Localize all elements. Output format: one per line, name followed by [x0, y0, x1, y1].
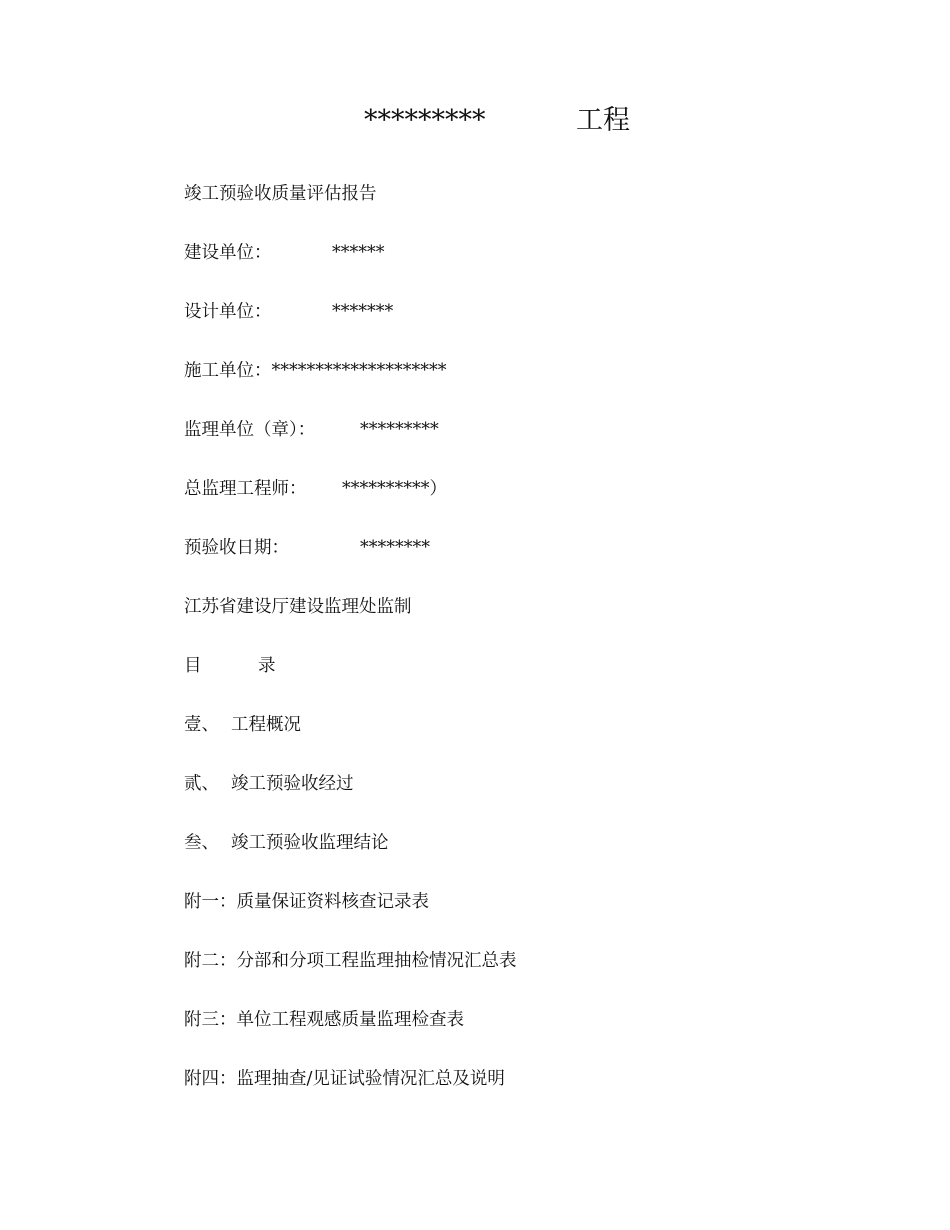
field-label: 建设单位： [184, 243, 272, 263]
toc-item-number: 叁、 [184, 833, 219, 853]
appendix-item: 附四：监理抽查/见证试验情况汇总及说明 [184, 1069, 505, 1089]
appendix-item: 附三：单位工程观感质量监理检查表 [184, 1010, 464, 1030]
issuer-line: 江苏省建设厅建设监理处监制 [184, 597, 412, 617]
field-value: ****** [332, 243, 385, 263]
toc-item-text: 工程概况 [231, 715, 301, 735]
field-label: 监理单位（章）： [184, 420, 316, 440]
field-design-unit [184, 299, 394, 325]
title-project-name: ********* [364, 105, 486, 136]
title-word: 工程 [576, 105, 630, 136]
toc-heading-right: 录 [258, 656, 276, 676]
report-subtitle: 竣工预验收质量评估报告 [184, 184, 377, 204]
toc-item [184, 830, 389, 856]
appendix-item: 附二：分部和分项工程监理抽检情况汇总表 [184, 951, 517, 971]
field-acceptance-date [184, 535, 430, 561]
document-title [0, 101, 950, 141]
toc-item [184, 771, 354, 797]
field-label: 预验收日期： [184, 538, 289, 558]
field-value: ******* [332, 302, 394, 322]
toc-item-number: 壹、 [184, 715, 219, 735]
toc-item [184, 712, 301, 738]
field-value: ******** [360, 538, 430, 558]
field-label: 设计单位： [184, 302, 272, 322]
field-value: ******************** [271, 361, 447, 381]
field-label: 施工单位： [184, 361, 272, 381]
field-construction-unit [184, 240, 385, 266]
field-value: **********） [342, 479, 447, 499]
appendix-item: 附一：质量保证资料核查记录表 [184, 892, 429, 912]
field-chief-supervisor [184, 476, 447, 502]
toc-heading-left: 目 [184, 656, 202, 676]
field-value: ********* [360, 420, 439, 440]
field-label: 总监理工程师： [184, 479, 307, 499]
field-builder-unit [184, 358, 447, 384]
field-supervision-unit [184, 417, 439, 443]
toc-item-text: 竣工预验收经过 [231, 774, 354, 794]
toc-item-text: 竣工预验收监理结论 [231, 833, 389, 853]
toc-heading [184, 653, 276, 679]
toc-item-number: 贰、 [184, 774, 219, 794]
